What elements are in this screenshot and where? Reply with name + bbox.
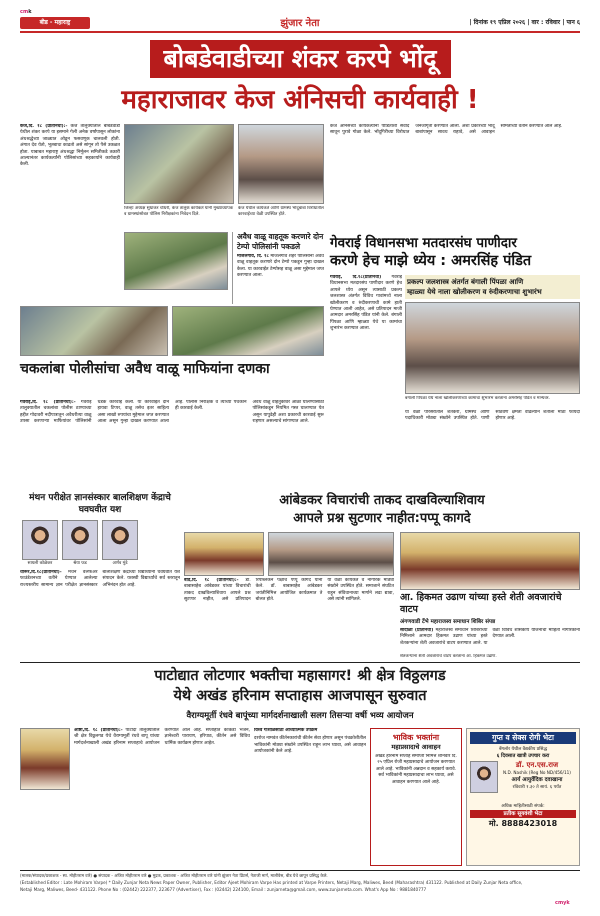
patoda-subhead: वैराग्यमूर्ती रंधवे बापूंच्या मार्गदर्शनाखाली सलग तिसऱ्या वर्षी भव्य आयोजन [186,711,414,721]
lead-body-left [20,124,120,302]
lead-body2: केज अंनिसच्या कार्यकर्त्यांनी पीडितांशी संवाद साधून पुरावे गोळा केले. भोंदूगिरीच्या विरोधात जनजागृती करण्यात आली. अशा प्रकारच्या भोंदू बाबांपासून सावध राहावे, असे आवाहन समितीच्या वतीने करण्यात आले आहे. [330,124,563,136]
manthan-text: मंथन वेलफेअर फाउंडेशनच्या वतीने घेण्यात आलेल्या राज्यस्तरीय सामान्य ज्ञान परीक्षेत ज्ञानसंस्कार बालशिक्षण केंद्राच्या विद्यार्थ्यांनी घवघवीत यश संपादन केले. यशस्वी विद्यार्थ्यांचे सर्व स्तरातून अभिनंदन होत आहे. [20,570,180,588]
ad-timing: रविवारी १.३० ते सायं. ६ पर्यंत [512,785,562,790]
hikmat-dateline: सादोळा (प्रतिनिधी) [400,628,434,633]
ad-clinic: ६ दिवसात खात्री उपचार करा [496,753,550,759]
patoda-dateline: आष्टी,दि. १८ (प्रतिनिधी):- [74,728,123,733]
student-name-1: सायली कोळेकर [27,561,53,566]
ad-box [466,728,580,866]
ambedkar-headline [184,492,580,528]
gevrai-subhead [405,275,580,299]
ad-reg: N.D. Nashik (Reg No ND/456/11) [503,770,571,775]
ad-contact-name: प्रतीक सूयवंशी भेटा [470,810,576,818]
student-photo-3 [102,520,138,560]
manthan-body [20,570,180,648]
hikmat-photo [400,532,580,590]
gevrai-dateline: गेवराई, दि.१८(प्रतिनिधी) [330,275,382,280]
ad-phone: मो. 8888423018 [488,819,558,828]
footer-line-1: (मालक/संपादक/प्रकाशक - स्व. मोहीतराम वारे) ● संपादक - अजित मोहीतराम वारे ● मुद्रक, प्रकाशक - अजित मोहीतराम वारे यांनी झुंजार नेता प्रिंटर्स, नेताजी मार्ग, मालीवेस, बीड येथे छापून प्रसिद्ध केले. [20,873,328,878]
lead-headline-line2: महाराजावर केज अंनिसची कार्यवाही ! [121,85,479,115]
sand-photo [124,232,228,290]
mafia-text: गेवराई तालुक्यातील चकलांबा पोलीस ठाण्याच्या हद्दीत गोदावरी नदीपात्रातून अवैधरीत्या वाळू उपसा करणाऱ्या माफियांवर पोलिसांनी धडक कारवाई केली. या कारवाईत दोन हायवा टिप्पर, वाळू तसेच इतर साहित्य असा लाखो रुपयांचा मुद्देमाल जप्त करण्यात आला असून गुन्हा दाखल करण्यात आला आहे. पोलीस निरीक्षक व त्यांच्या पथकाने ही कारवाई केली. [20,400,247,425]
student-photo-2 [62,520,98,560]
cmyk-mark-top [20,9,32,15]
ambedkar-text: डॉ. बाबासाहेब आंबेडकर यांच्या विचारांची ताकद दाखविल्याशिवाय आपले प्रश्न सुटणार नाहीत, असे प्रतिपादन रिपब्लिकन पक्षाचे पप्पू कागदे यांनी केले. डॉ. बाबासाहेब आंबेडकर जयंतीनिमित्त आयोजित कार्यक्रमात ते बोलत होते. [184,578,323,603]
ambedkar-dateline: बीड,दि. १८ (प्रतिनिधी):- [184,578,239,583]
issue-info: | दिनांक १९ एप्रिल २०२६ | वार : रविवार | पान ६ [469,19,580,26]
patoda-subhead2: विश्व गौशाळेसाठी आध्यात्मिक उपक्रम [254,728,318,733]
sand-headline: अवैध वाळू वाहतूक करणारे दोन टेम्पो पोलिसांनी पकडले [237,232,324,251]
footer-rule [20,870,580,871]
hikmat-text: महाराजस्व समाधान शिबिराच्या निमित्ताने आमदार हिकमत उढाण यांच्या हस्ते शेतकऱ्यांना शेती अवजारांचे वाटप करण्यात आले. या वेळी विविध शासकीय योजनांची माहिती नागरिकांना देण्यात आली. [400,628,580,646]
ad-lead: बेंगलोर येथील वैद्यकीय प्रसिद्ध [498,747,548,752]
patoda-body-b [254,728,366,866]
manthan-headline: मंथन परीक्षेत ज्ञानसंस्कार बालशिक्षण केंद्राचे घवघवीत यश [29,493,171,515]
ad-doctor-photo [470,761,498,793]
lead-body: केज तालुक्यातील बोबडेवाडी येथील शंकर करपे या इसमाने गेली अनेक वर्षांपासून लोकांना अंधश्रद्धेच्या जाळ्यात ओढून फसवणूक चालवली होती. अंगात देव येतो, भूतबाधा काढतो असे सांगून तो पैसे उकळत होता. याबाबत महाराष्ट्र अंधश्रद्धा निर्मूलन समितीकडे तक्रारी आल्यानंतर कार्यकर्त्यांनी पोलिसांच्या सहकार्याने कार्यवाही केली. [20,124,120,168]
student-name-2: श्रेया फड [73,561,87,566]
cmyk-mark-cm: cm [20,9,29,15]
lead-headline-line1: बोबडेवाडीच्या शंकर करपे भोंदू [150,40,451,78]
gevrai-body2-col [405,410,580,472]
patoda-photo [20,728,70,790]
gevrai-body2: या वेळी परिसरातील शेतकरी, ग्रामस्थ आणि पदाधिकारी मोठ्या संख्येने उपस्थित होते. पाणी साठवण क्षमता वाढल्याने शेतीला मोठा फायदा होणार आहे. [405,410,580,422]
gevrai-subhead-line2: म्हाळ्या येथे नाला खोलीकरण व रुंदीकरणाचा शुभारंभ [407,288,542,296]
gevrai-headline [330,234,580,271]
gevrai-body: गेवराई विधानसभा मतदारसंघ पाणीदार करणे हेच आपले ध्येय असून त्यासाठी प्रकल्प जलशास्त्र अंतर्गत विविध गावांमध्ये नाला खोलीकरण व रुंदीकरणाची कामे हाती घेण्यात आली आहेत, असे प्रतिपादन माजी आमदार अमरसिंह पंडित यांनी केले. बंगाली पिंपळा आणि म्हाळ्या येथे या कामांचा शुभारंभ करण्यात आला. [330,275,402,332]
appeal-subtitle: महाप्रसादाचे आवाहन [391,743,441,751]
patoda-rule [20,662,580,663]
ambedkar-text2: या वेळी कार्यकर्ते व नागरिक मोठ्या संख्येने उपस्थित होते. समाजाने संघटित राहून संविधानाच्या मार्गाने लढा द्यावा, असे त्यांनी सांगितले. [327,578,394,603]
ad-title: गुप्त व सेक्स रोगी भेटा [470,732,576,744]
appeal-box [370,728,462,866]
gevrai-caption: बंगाली पिंपळा येथे नाला खोलीकरणाच्या कामाचा शुभारंभ करताना अमरसिंह पंडित व मान्यवर. [405,396,550,401]
section-label: बीड - महाराष्ट्र [39,19,71,26]
student-photo-1 [22,520,58,560]
footer-line-2: (Established Editor : Late Mohiram Varpe) * Daily Zunjar Neta News Paper Owner, Publisher, Editor Ajeet Mohiram Varpe Has printed at Varpe Printers, Netaji Marg, Maliwes, Beed (Maharashtra) 431122. Published at Daily Zunjar Neta office, [20,880,523,885]
gevrai-photo [405,302,580,394]
gevrai-body-col [330,275,402,435]
student-name-3: अर्णव मुंडे [112,561,128,566]
mafia-dateline: गेवराई,दि. १८ (प्रतिनिधी):- [20,400,76,405]
ambedkar-photo [184,532,264,576]
lead-photo-2 [238,124,324,204]
hikmat-body [400,628,580,654]
ad-contact-label: अधिक माहितीसाठी संपर्क: [501,804,545,809]
ad-clinic-name: आर्य आयुर्वेदिक दवाखाना [511,777,563,783]
lead-dateline: केज,दि. १८ (प्रतिनिधी):- [20,124,68,129]
sand-box [232,232,324,304]
ambedkar-photo-2 [268,532,394,576]
lead-caption-1: जिल्हा अध्यक्ष सुधाकर चौधरी, केज तालुके कार्यकर्ते यांनी मुख्याध्यापक व ग्रामस्थांसोबत पोलिस निरीक्षकांना निवेदन दिले. [124,206,234,217]
mafia-headline: चकलांबा पोलीसांचा अवैध वाळू माफियांना दणका [20,361,270,377]
mafia-body [20,400,324,488]
cmyk-mark-k: k [28,9,32,15]
lead-photo-1 [124,124,234,204]
sand-text [237,254,324,284]
paper-name: झुंजार नेता [280,18,320,29]
ad-doctor: डॉ. एन.एस.राज [515,761,559,769]
ambedkar-headline-line2: आपले प्रश्न सुटणार नाहीत:पप्पू कागदे [293,511,471,526]
appeal-title: भाविक भक्तांना [392,733,440,742]
lead-caption-2: केज येथील कार्यकर्ते आणि ग्रामस्थ भोंदूबाबा विरोधातील कारवाईच्या वेळी उपस्थित होते. [238,206,324,217]
cmyk-mark-bottom: cmyk [555,900,570,906]
gevrai-headline-line2: करणे हेच माझे ध्येय : अमरसिंह पंडित [330,253,532,269]
ambedkar-headline-line1: आंबेडकर विचारांची ताकद दाखविल्याशिवाय [279,493,485,508]
ambedkar-body [184,578,394,648]
lead-headline [20,36,580,120]
patoda-text2: दररोज नामवंत कीर्तनकारांची कीर्तन सेवा होणार असून पंचक्रोशीतील भाविकांनी मोठ्या संख्येने उपस्थित राहून लाभ घ्यावा, असे आवाहन आयोजकांनी केले आहे. [254,736,366,755]
sand-body: माजलगाव शहर पोलिसांनी अवैध वाळू वाहतूक करणारे दोन टेम्पो पकडून गुन्हा दाखल केला. या कारवाईत टेम्पोसह वाळू असा मुद्देमाल जप्त करण्यात आला. [237,254,324,279]
section-tab [20,17,90,29]
truck-photo [172,306,324,356]
manthan-dateline: धारूर,दि.१८(प्रतिनिधी)- [20,570,62,575]
patoda-text: पाटोदा तालुक्यातील श्री क्षेत्र विठ्ठलगड येथे वैराग्यमूर्ती रंधवे बापू यांच्या मार्गदर्शनाखाली अखंड हरिनाम सप्ताहाचे आयोजन करण्यात आले आहे. सप्ताहात काकडा भजन, ज्ञानेश्वरी पारायण, हरिपाठ, कीर्तन असे विविध धार्मिक कार्यक्रम होणार आहेत. [74,728,250,746]
gevrai-headline-line1: गेवराई विधानसभा मतदारसंघ पाणीदार [330,235,517,251]
footer-line-3: Netaji Marg, Maliwes, Beed- 431122. Phone No : (02442) 222377, 223677 (Advertiser), Fax : (02442) 224100, Email : zunjarneta@gmail.com, www.zunjarneta.com. What's App No : 9881840777 [20,887,427,892]
patoda-headline [20,666,580,706]
mafia-text2: अवैध वाळू वाहतुकीवर आळा घालण्यासाठी पोलिसांकडून नियमित गस्त घालण्यात येत असून यापुढेही अशा प्रकारची कारवाई सुरू राहणार असल्याचे सांगण्यात आले. [252,400,324,425]
hikmat-headline: आ. हिकमत उढाण यांच्या हस्ते शेती अवजारांचे वाटप [400,592,562,615]
police-photo [20,306,168,356]
appeal-body: अखंड हरिनाम सप्ताह समाप्ती निमित्त शनिवार दि. २५ एप्रिल रोजी महाप्रसादाचे आयोजन करण्यात आले आहे. भाविकांनी अन्नदान व सहकार्य करावे. सर्व भाविकांनी महाप्रसादाचा लाभ घ्यावा, असे आवाहन करण्यात आले आहे. [375,754,457,785]
patoda-headline-line2: येथे अखंड हरिनाम सप्ताहास आजपासून सुरुवात [173,688,427,704]
gevrai-subhead-line1: प्रकल्प जलशास्त्र अंतर्गत बंगाली पिंपळा आणि [407,278,524,286]
lead-body-right [330,124,580,229]
masthead-rule [20,31,580,33]
patoda-headline-line1: पाटोद्यात लोटणार भक्तीचा महासागर! श्री क्षेत्र विठ्ठलगड [154,668,446,684]
hikmat-caption: शेतकऱ्यांना शेती अवजारांचे वाटप करताना आ. हिकमत उढाण. [400,654,497,659]
patoda-body [74,728,250,866]
hikmat-subhead: अंगणवाडी टेंभे महाराजस्व समाधान शिबिर संपन्न [400,619,496,625]
sand-dateline: माजलगाव, दि. १८ [237,254,269,259]
